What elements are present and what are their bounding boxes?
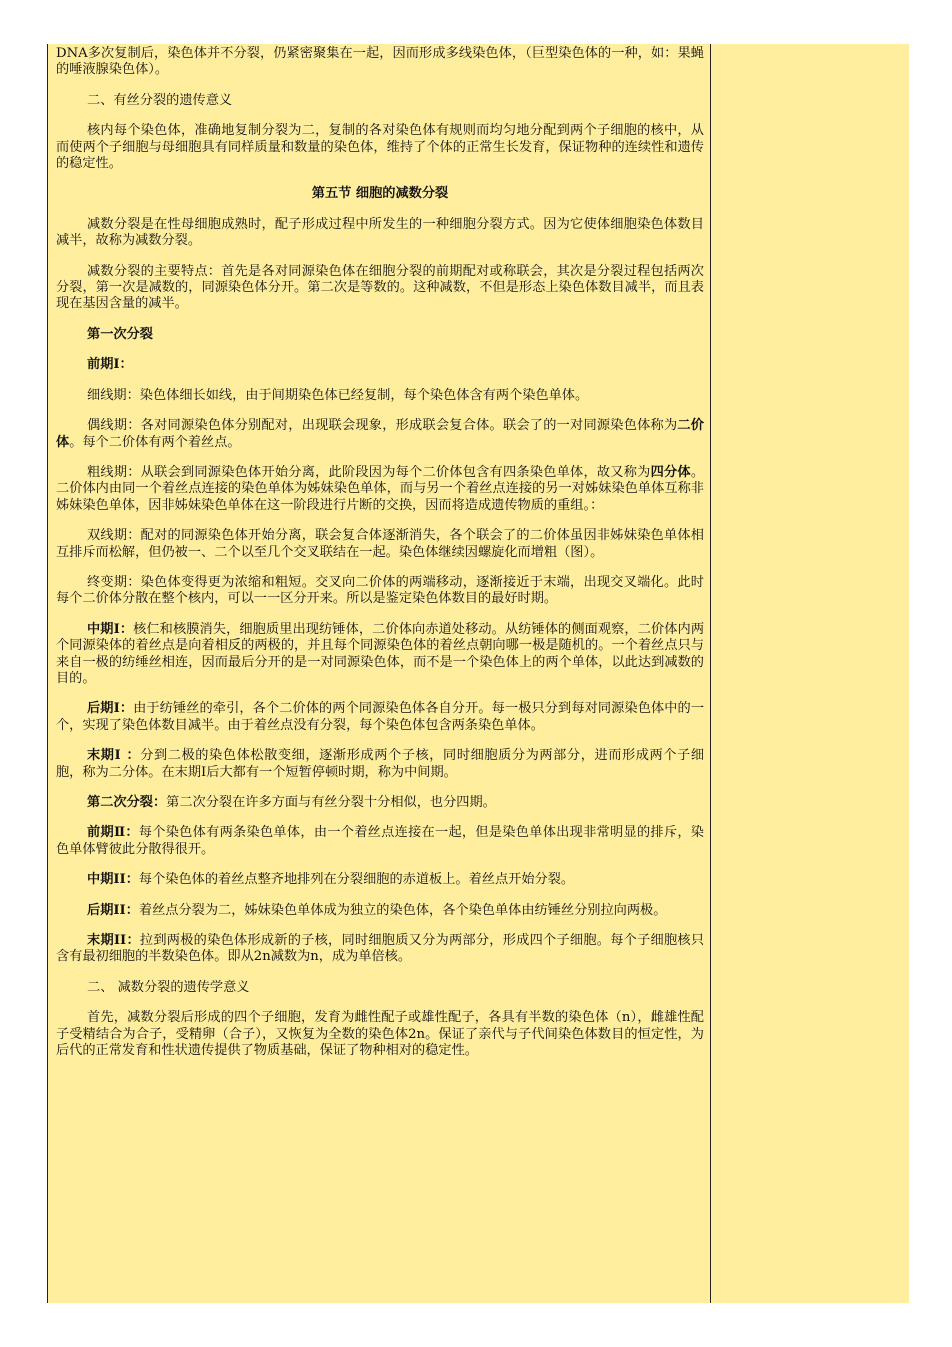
term-bivalent: 二价体: [56, 418, 704, 450]
metaphase-2-text: 每个染色体的着丝点整齐地排列在分裂细胞的赤道板上。着丝点开始分裂。: [138, 872, 575, 888]
telophase-1-text: 分到二极的染色体松散变细，逐渐形成两个子核，同时细胞质分为两部分，进而形成两个子细胞，称为二分体。在末期Ⅰ后大都有一个短暂停顿时期，称为中间期。: [56, 748, 705, 780]
paragraph-telophase-1: [56, 748, 704, 781]
label-second-division: 第二次分裂：: [87, 795, 167, 810]
label-anaphase-2: 后期II：: [87, 902, 139, 918]
label-prophase-2: 前期Ⅱ：: [87, 825, 139, 841]
paragraph-meiosis-significance: 首先，减数分裂后形成的四个子细胞，发育为雌性配子或雄性配子，各具有半数的染色体（n），雌雄性配子受精结合为合子，受精卵（合子），又恢复为全数的染色体2n。保证了亲代与子代间染色体数目的恒定性，为后代的正常发育和性状遗传提供了物质基础，保证了物种相对的稳定性。: [56, 1010, 704, 1059]
zygotene-text: 偶线期：各对同源染色体分别配对，出现联会现象，形成联会复合体。联会了的一对同源染色体称为: [87, 418, 678, 434]
paragraph-diplotene: 双线期：配对的同源染色体开始分离，联会复合体逐渐消失，各个联会了的二价体虽因非姊妹染色单体相互排斥而松解，但仍被一、二个以至几个交叉联结在一起。染色体继续因螺旋化而增粗（图）。: [56, 528, 704, 560]
anaphase-1-text: 由于纺锤丝的牵引，各个二价体的两个同源染色体各自分开。每一极只分到每对同源染色体中的一个，实现了染色体数目减半。由于着丝点没有分裂，每个染色体包含两条染色单体。: [56, 701, 705, 733]
second-division-text: 第二次分裂在许多方面与有丝分裂十分相似，也分四期。: [166, 795, 496, 810]
section-heading-meiosis-significance: 二、 减数分裂的遗传学意义: [87, 979, 250, 995]
anaphase-2-text: 着丝点分裂为二，姊妹染色单体成为独立的染色体，各个染色单体由纺锤丝分别拉向两极。: [138, 902, 667, 918]
paragraph-telophase-2: [56, 933, 704, 966]
paragraph-zygotene: [56, 418, 704, 451]
pachytene-text: 粗线期：从联会到同源染色体开始分离，此阶段因为每个二价体包含有四条染色单体，故又称为: [87, 464, 651, 480]
label-metaphase-1: 中期Ⅰ：: [87, 621, 134, 637]
telophase-2-text: 拉到两极的染色体形成新的子核，同时细胞质又分为两部分，形成四个子细胞。每个子细胞核只含有最初细胞的半数染色体。即从2n减数为n，成为单倍核。: [56, 933, 705, 965]
subheading-prophase-1: 前期Ⅰ：: [87, 357, 133, 373]
paragraph-anaphase-1: [56, 701, 704, 734]
paragraph-metaphase-2: [56, 872, 704, 888]
section-title-meiosis: 第五节 细胞的减数分裂: [311, 186, 449, 202]
subheading-first-division: 第一次分裂: [87, 326, 153, 342]
column-divider-line: [710, 44, 711, 1303]
paragraph-polytene: DNA多次复制后，染色体并不分裂，仍紧密聚集在一起，因而形成多线染色体，（巨型染色体的一种，如：果蝇的唾液腺染色体）。: [56, 46, 704, 78]
paragraph-metaphase-1: [56, 622, 704, 688]
zygotene-text-end: 。每个二价体有两个着丝点。: [69, 434, 241, 450]
prophase-2-text: 每个染色体有两条染色单体，由一个着丝点连接在一起，但是染色单体出现非常明显的排斥，染色单体臂彼此分散得很开。: [56, 825, 704, 857]
paragraph-prophase-2: [56, 825, 704, 858]
label-telophase-1: 末期Ⅰ ：: [87, 748, 141, 764]
paragraph-second-division: [56, 795, 704, 811]
paragraph-leptotene: 细线期：染色体细长如线，由于间期染色体已经复制，每个染色体含有两个染色单体。: [87, 387, 589, 403]
left-border-line: [47, 44, 48, 1303]
main-text-column: [56, 46, 704, 1073]
section-heading-mitosis-significance: 二、有丝分裂的遗传意义: [87, 92, 233, 108]
term-tetrad: 四分体: [650, 464, 691, 480]
paragraph-meiosis-features: 减数分裂的主要特点：首先是各对同源染色体在细胞分裂的前期配对或称联会，其次是分裂过程包括两次分裂，第一次是减数的，同源染色体分开。第二次是等数的。这种减数，不但是形态上染色体数目减半，而且表现在基因含量的减半。: [56, 263, 704, 312]
paragraph-meiosis-definition: 减数分裂是在性母细胞成熟时，配子形成过程中所发生的一种细胞分裂方式。因为它使体细胞染色体数目减半，故称为减数分裂。: [56, 216, 704, 249]
document-page: [47, 44, 909, 1303]
paragraph-anaphase-2: [56, 903, 704, 919]
paragraph-pachytene: [56, 465, 704, 514]
label-metaphase-2: 中期II：: [87, 872, 139, 888]
paragraph-mitosis-significance: 核内每个染色体，准确地复制分裂为二，复制的各对染色体有规则而均匀地分配到两个子细胞的核中，从而使两个子细胞与母细胞具有同样质量和数量的染色体，维持了个体的正常生长发育，保证物种的连续性和遗传的稳定性。: [56, 123, 704, 172]
pachytene-text-end: 。二价体内由同一个着丝点连接的染色单体为姊妹染色单体，而与另一个着丝点连接的另一对姊妹染色单体互称非姊妹染色单体，因非姊妹染色单体在这一阶段进行片断的交换，因而将造成遗传物质的重组。：: [56, 464, 705, 513]
label-anaphase-1: 后期Ⅰ：: [87, 701, 134, 717]
paragraph-diakinesis: 终变期：染色体变得更为浓缩和粗短。交叉向二价体的两端移动，逐渐接近于末端，出现交叉端化。此时每个二价体分散在整个核内，可以一一区分开来。所以是鉴定染色体数目的最好时期。: [56, 574, 704, 607]
label-telophase-2: 末期II：: [87, 933, 140, 949]
metaphase-1-text: 核仁和核膜消失，细胞质里出现纺锤体，二价体向赤道处移动。从纺锤体的侧面观察，二价体内两个同源染体的着丝点是向着相反的两极的，并且每个同源染色体的着丝点朝向哪一极是随机的。一个着丝点只与来自一极的纺缍丝相连，因而最后分开的是一对同源染色体，而不是一个染色体上的两个单体，以此达到减数的目的。: [56, 621, 705, 686]
